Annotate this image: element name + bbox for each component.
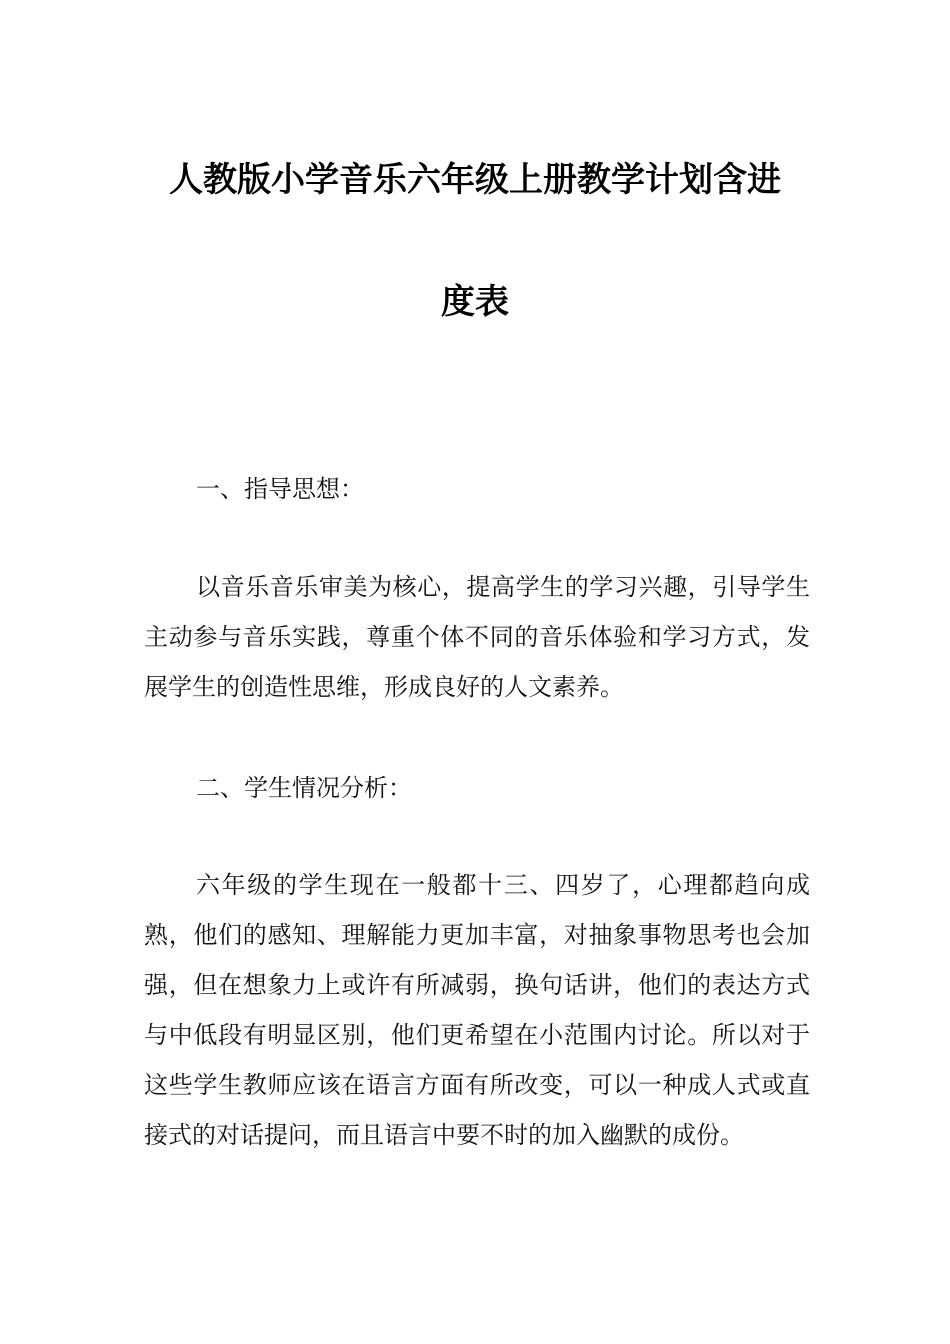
document-title-line-1: 人教版小学音乐六年级上册教学计划含进 (169, 160, 781, 200)
section-heading-guiding-thought: 一、指导思想： (196, 475, 364, 503)
section-body-student-analysis: 六年级的学生现在一般都十三、四岁了，心理都趋向成熟，他们的感知、理解能力更加丰富，对抽象事物思考也会加强，但在想象力上或许有所减弱，换句话讲，他们的表达方式与中低段有明显区别，他们更希望在小范围内讨论。所以对于这些学生教师应该在语言方面有所改变，可以一种成人式或直接式的对话提问，而且语言中要不时的加入幽默的成份。 (144, 871, 810, 1149)
document-title-line-2: 度表 (441, 282, 509, 322)
section-heading-student-analysis: 二、学生情况分析： (196, 774, 412, 802)
section-body-guiding-thought: 以音乐音乐审美为核心，提高学生的学习兴趣，引导学生主动参与音乐实践，尊重个体不同的音乐体验和学习方式，发展学生的创造性思维，形成良好的人文素养。 (144, 573, 810, 701)
